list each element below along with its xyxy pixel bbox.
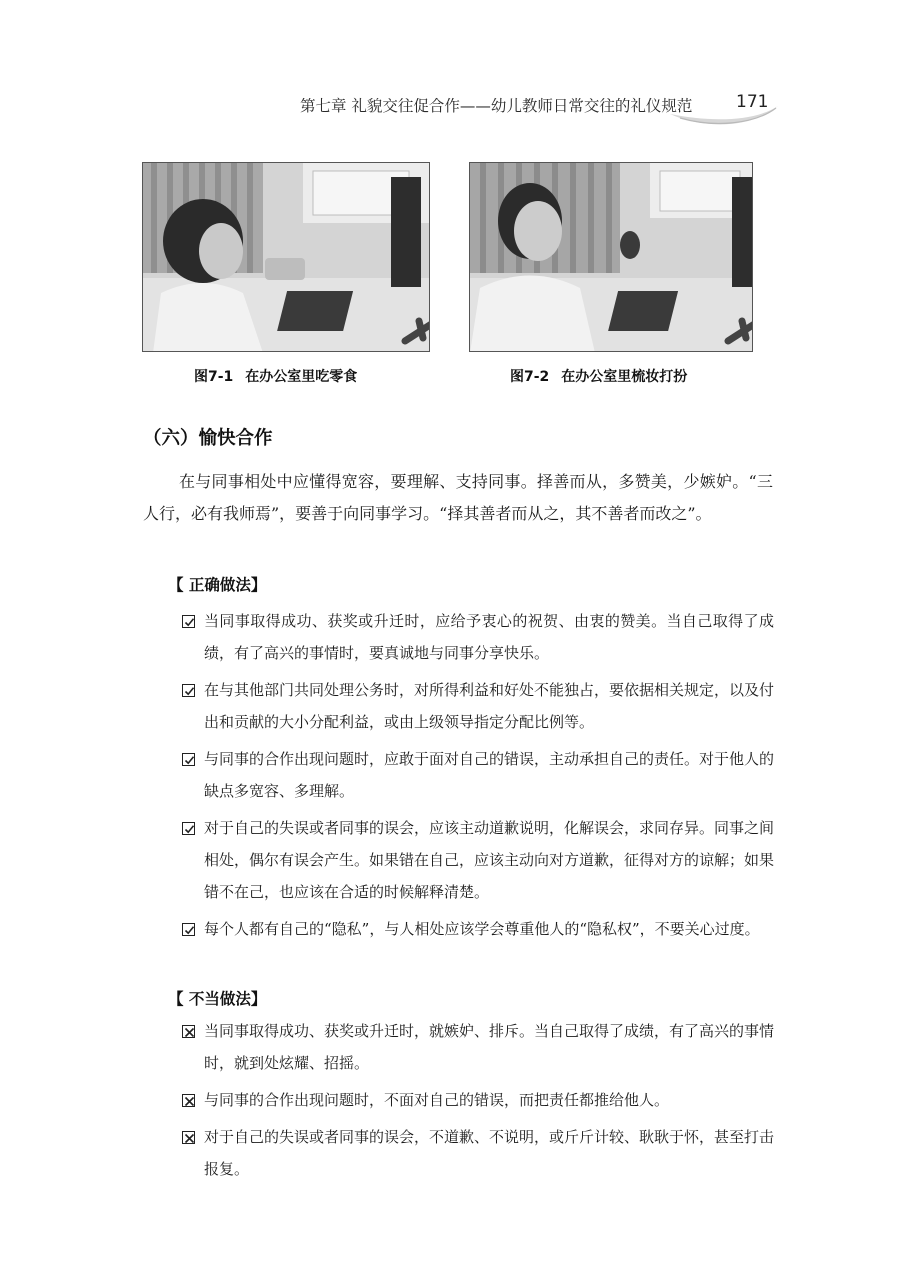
wrong-practices-list xyxy=(182,1015,774,1190)
checkbox-x-icon xyxy=(182,1025,195,1038)
list-item-text: 当同事取得成功、获奖或升迁时，应给予衷心的祝贺、由衷的赞美。当自己取得了成绩，有了高兴的事情时，要真诚地与同事分享快乐。 xyxy=(204,612,774,662)
chapter-title: 第七章 礼貌交往促合作——幼儿教师日常交往的礼仪规范 xyxy=(300,97,693,115)
figure-photo-makeup xyxy=(469,162,753,352)
list-item-text: 对于自己的失误或者同事的误会，应该主动道歉说明，化解误会，求同存异。同事之间相处，偶尔有误会产生。如果错在自己，应该主动向对方道歉，征得对方的谅解；如果错不在己，也应该在合适的时候解释清楚。 xyxy=(204,819,775,901)
checkbox-x-icon xyxy=(182,1094,195,1107)
section-heading: （六）愉快合作 xyxy=(143,428,273,449)
list-item-text: 在与其他部门共同处理公务时，对所得利益和好处不能独占，要依据相关规定，以及付出和贡献的大小分配利益，或由上级领导指定分配比例等。 xyxy=(204,681,775,731)
checkbox-check-icon xyxy=(182,923,195,936)
page-number: 171 xyxy=(736,92,769,112)
list-item xyxy=(182,1015,774,1079)
correct-practices-label: 【 正确做法】 xyxy=(168,576,267,594)
figure-number: 图7-2 xyxy=(510,369,550,385)
checkbox-check-icon xyxy=(182,684,195,697)
list-item xyxy=(182,812,774,908)
list-item xyxy=(182,913,774,945)
list-item-text: 每个人都有自己的“隐私”，与人相处应该学会尊重他人的“隐私权”，不要关心过度。 xyxy=(204,920,760,938)
figure-caption-text: 在办公室里吃零食 xyxy=(245,369,358,385)
list-item xyxy=(182,1084,774,1116)
running-header xyxy=(300,92,780,132)
list-item-text: 对于自己的失误或者同事的误会，不道歉、不说明，或斤斤计较、耿耿于怀，甚至打击报复。 xyxy=(204,1128,775,1178)
list-item-text: 当同事取得成功、获奖或升迁时，就嫉妒、排斥。当自己取得了成绩，有了高兴的事情时，就到处炫耀、招摇。 xyxy=(204,1022,775,1072)
checkbox-x-icon xyxy=(182,1131,195,1144)
list-item xyxy=(182,674,774,738)
list-item xyxy=(182,743,774,807)
checkbox-check-icon xyxy=(182,753,195,766)
list-item xyxy=(182,1121,774,1185)
correct-practices-list xyxy=(182,605,774,950)
figure-number: 图7-1 xyxy=(194,369,234,385)
checkbox-check-icon xyxy=(182,822,195,835)
figure-caption-2 xyxy=(510,366,687,386)
list-item-text: 与同事的合作出现问题时，应敢于面对自己的错误，主动承担自己的责任。对于他人的缺点多宽容、多理解。 xyxy=(204,750,775,800)
checkbox-check-icon xyxy=(182,615,195,628)
wrong-practices-label: 【 不当做法】 xyxy=(168,990,267,1008)
figure-caption-1 xyxy=(194,366,357,386)
figure-caption-text: 在办公室里梳妆打扮 xyxy=(561,369,688,385)
intro-paragraph: 在与同事相处中应懂得宽容，要理解、支持同事。择善而从，多赞美，少嫉妒。“三人行，必有我师焉”，要善于向同事学习。“择其善者而从之，其不善者而改之”。 xyxy=(143,472,773,523)
list-item-text: 与同事的合作出现问题时，不面对自己的错误，而把责任都推给他人。 xyxy=(204,1091,670,1109)
list-item xyxy=(182,605,774,669)
figure-photo-eating-snacks xyxy=(142,162,430,352)
